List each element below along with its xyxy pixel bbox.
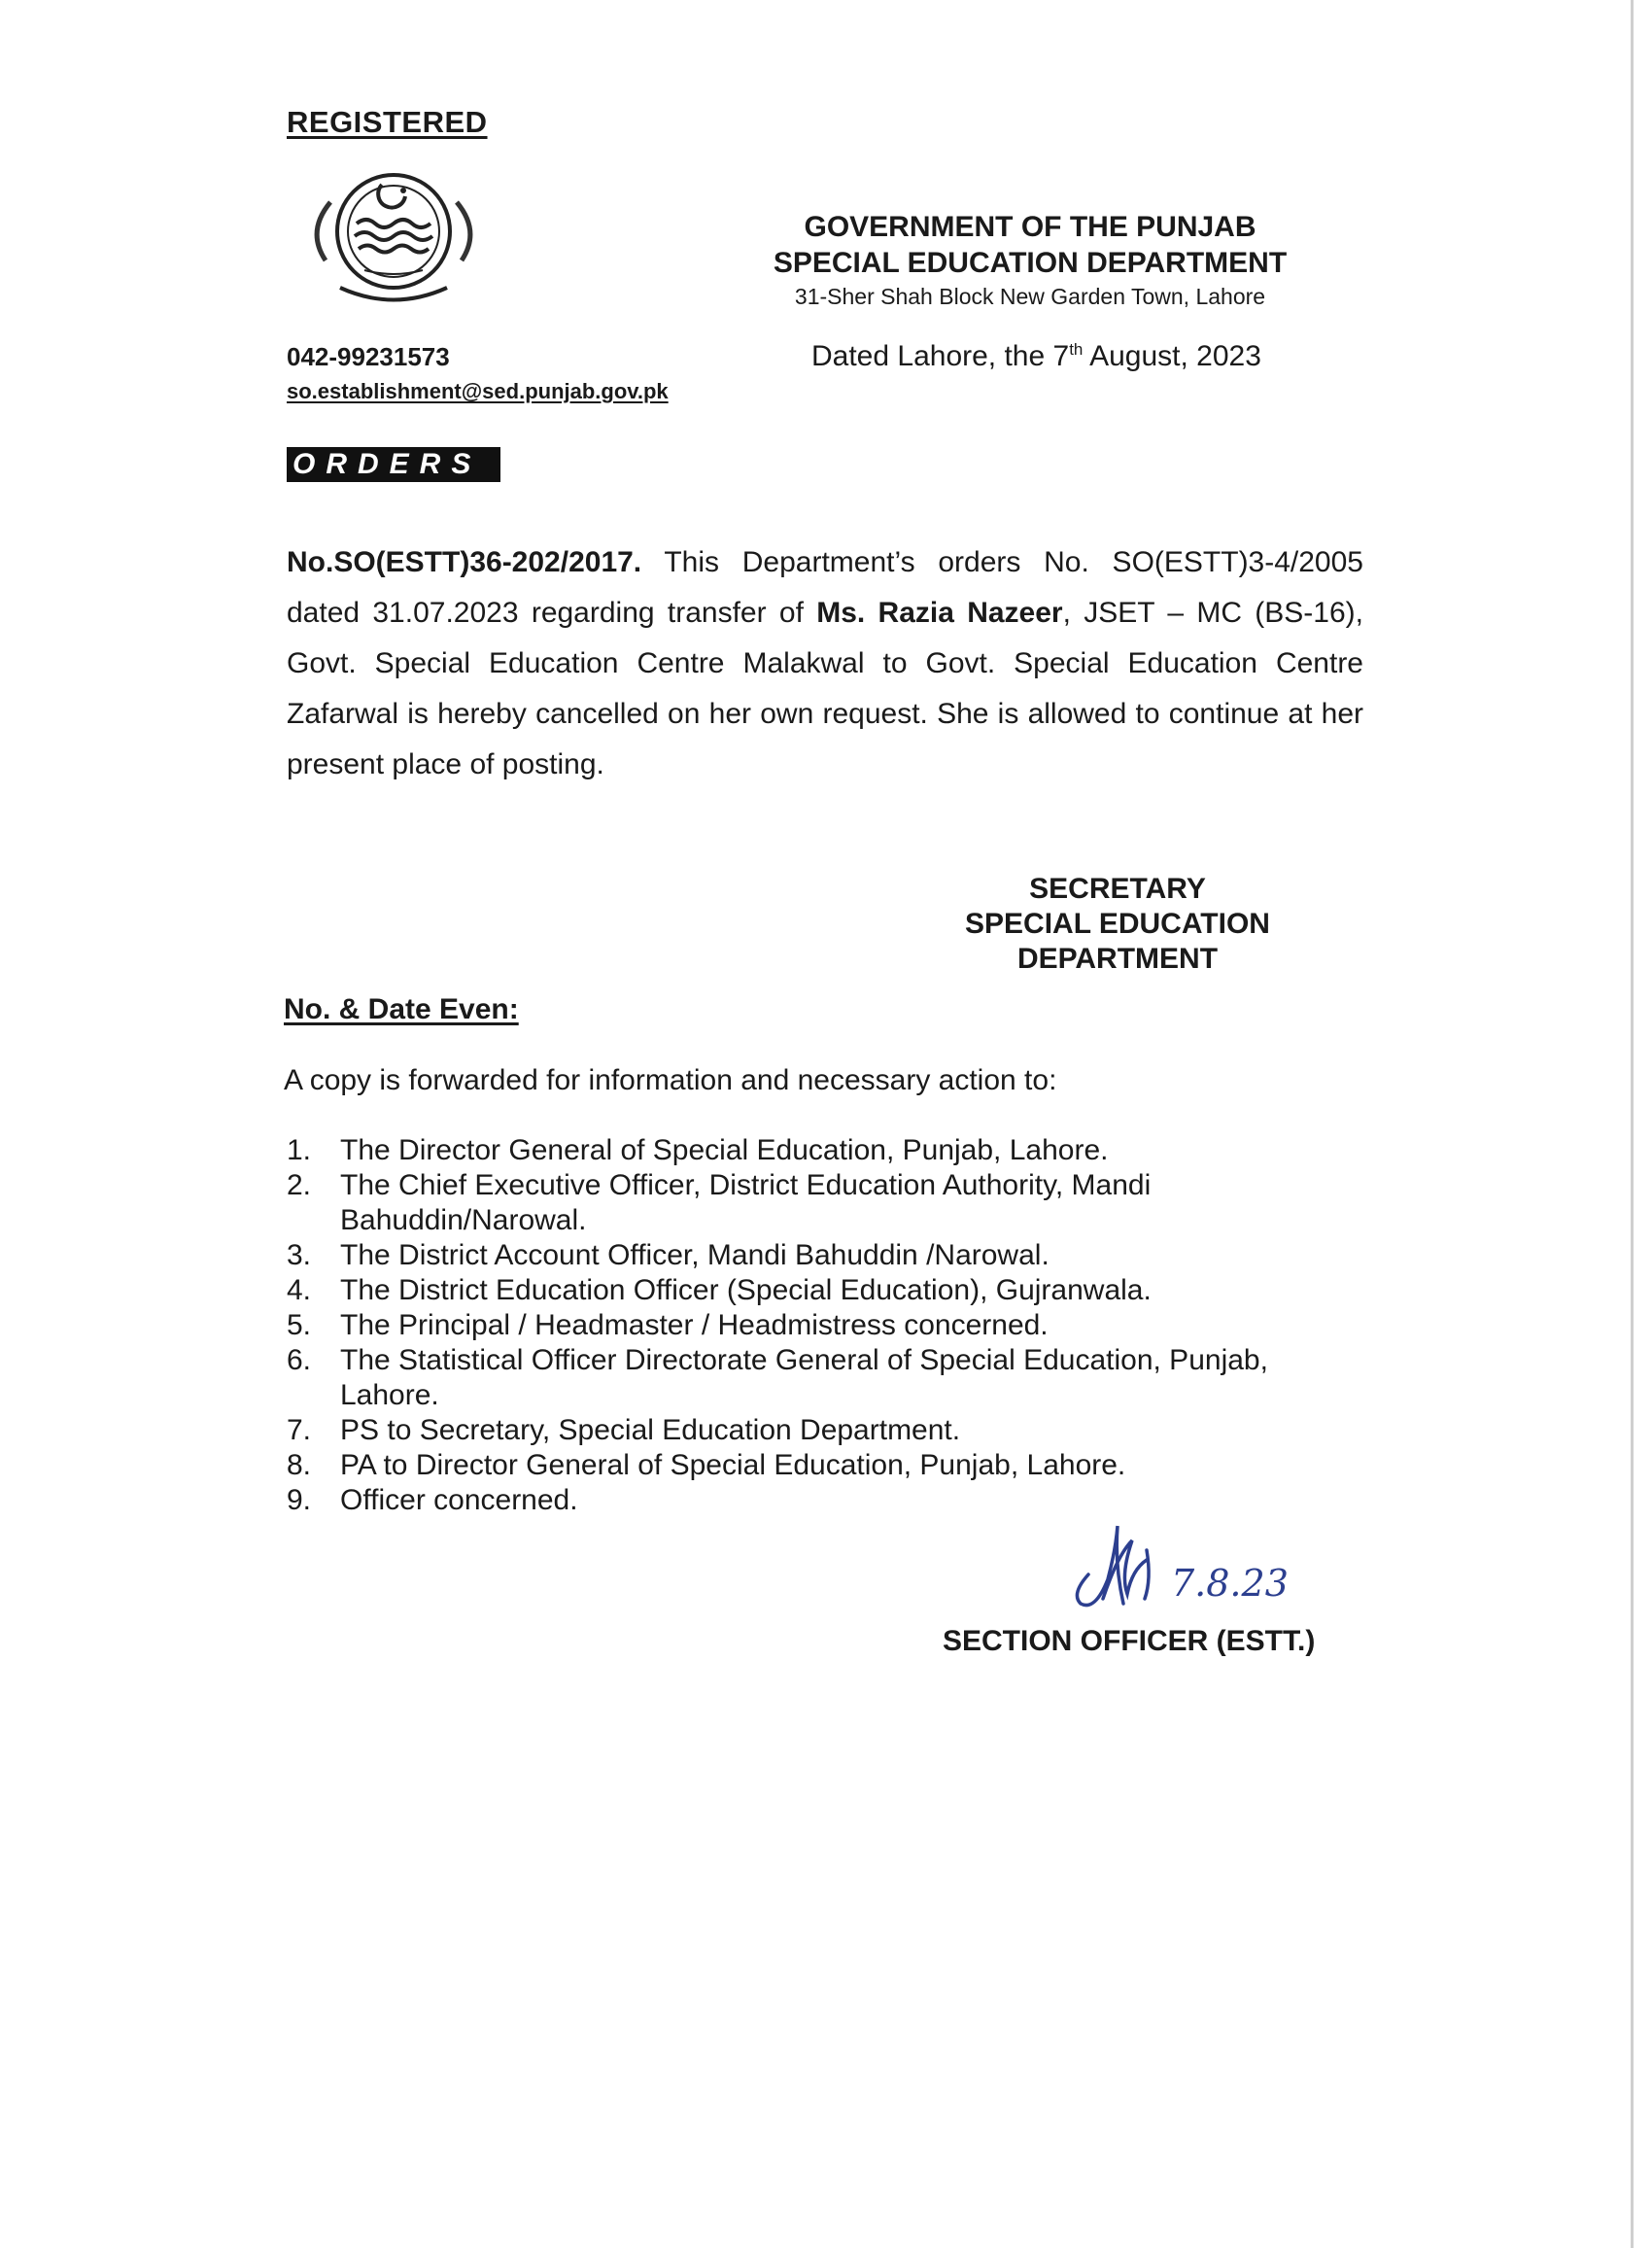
section-officer-title: SECTION OFFICER (ESTT.) — [943, 1625, 1316, 1657]
department-address: 31-Sher Shah Block New Garden Town, Lahore — [794, 284, 1266, 309]
department-title: SPECIAL EDUCATION DEPARTMENT — [773, 247, 1288, 279]
list-item — [287, 1238, 1356, 1273]
list-item — [287, 1273, 1356, 1308]
secretary-line1: SECRETARY — [1029, 873, 1206, 905]
signature-date: 7.8.23 — [1171, 1562, 1289, 1605]
item-text: The District Account Officer, Mandi Bahuddin /Narowal. — [340, 1239, 1050, 1271]
endorsement-intro: A copy is forwarded for information and necessary action to: — [284, 1064, 1057, 1096]
item-number: 6. — [287, 1344, 312, 1376]
item-text: PS to Secretary, Special Education Department. — [340, 1414, 961, 1446]
government-title: GOVERNMENT OF THE PUNJAB — [804, 211, 1256, 243]
date-line — [811, 340, 1261, 373]
item-number: 4. — [287, 1274, 312, 1306]
list-item — [287, 1168, 1356, 1238]
item-number: 3. — [287, 1239, 312, 1271]
list-item — [287, 1308, 1356, 1343]
order-reference: No.SO(ESTT)36-202/2017. — [287, 546, 642, 578]
secretary-line3: DEPARTMENT — [1016, 943, 1219, 975]
item-text: PA to Director General of Special Education, Punjab, Lahore. — [340, 1449, 1126, 1481]
item-number: 9. — [287, 1484, 312, 1516]
list-item — [287, 1413, 1356, 1448]
item-text: The Director General of Special Education, Punjab, Lahore. — [340, 1134, 1109, 1166]
order-text-part1: This Department’s orders No. SO(ESTT)3-4/2005 dated 31.07.2023 regarding transfer of — [287, 546, 1363, 629]
date-prefix: Dated Lahore, the 7 — [811, 340, 1070, 372]
department-header — [719, 209, 1341, 313]
endorsement-heading: No. & Date Even: — [284, 993, 519, 1025]
date-suffix: August, 2023 — [1083, 340, 1261, 372]
order-paragraph — [287, 537, 1363, 790]
list-item — [287, 1133, 1356, 1168]
item-number: 2. — [287, 1169, 312, 1201]
list-item — [287, 1343, 1356, 1413]
orders-heading: ORDERS — [287, 447, 500, 482]
item-text: The District Education Officer (Special Education), Gujranwala. — [340, 1274, 1152, 1306]
phone-number: 042-99231573 — [287, 342, 450, 371]
handwritten-signature — [1050, 1506, 1370, 1623]
officer-name: Ms. Razia Nazeer — [816, 597, 1063, 629]
order-text-part2: , JSET – MC (BS-16), Govt. Special Education Centre Malakwal to Govt. Special Education Centre Zafarwal is hereby cancelled on her own request. She is allowed to continue at her present place of posting. — [287, 597, 1363, 780]
item-number: 8. — [287, 1449, 312, 1481]
item-text: Officer concerned. — [340, 1484, 578, 1516]
item-text: The Chief Executive Officer, District Education Authority, Mandi Bahuddin/Narowal. — [340, 1169, 1152, 1236]
item-number: 7. — [287, 1414, 312, 1446]
secretary-line2: SPECIAL EDUCATION — [965, 908, 1270, 940]
item-text: The Principal / Headmaster / Headmistress concerned. — [340, 1309, 1049, 1341]
item-number: 1. — [287, 1134, 312, 1166]
punjab-emblem-icon — [296, 163, 491, 319]
secretary-signature-block — [913, 872, 1322, 977]
registered-label: REGISTERED — [287, 105, 488, 139]
date-superscript: th — [1069, 340, 1084, 359]
item-text: The Statistical Officer Directorate General of Special Education, Punjab, Lahore. — [340, 1344, 1268, 1411]
recipient-list — [287, 1133, 1356, 1518]
list-item — [287, 1448, 1356, 1483]
email-link[interactable]: so.establishment@sed.punjab.gov.pk — [287, 379, 669, 403]
item-number: 5. — [287, 1309, 312, 1341]
